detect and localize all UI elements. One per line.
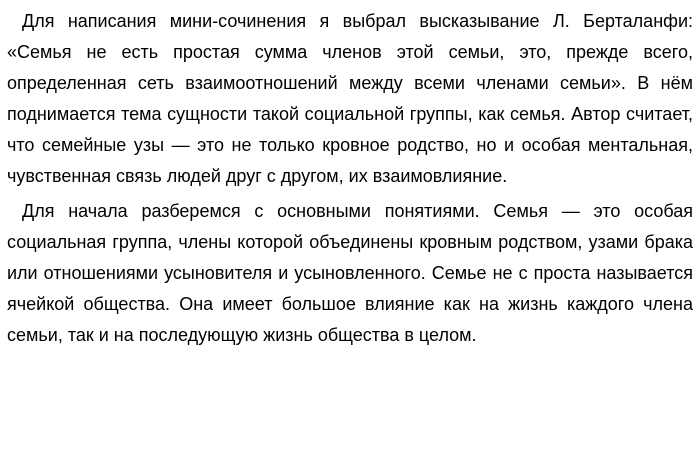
- paragraph-intro: Для написания мини-сочинения я выбрал высказывание Л. Берталанфи: «Семья не есть простая сумма членов этой семьи, это, прежде всего, определенная сеть взаимоотношений между всеми членами семьи». В нём поднимается тема сущности такой социальной группы, как семья. Автор считает, что семейные узы — это не только кровное родство, но и особая ментальная, чувственная связь людей друг с другом, их взаимовлияние.: [7, 11, 693, 186]
- paragraph-definitions: Для начала разберемся с основными понятиями. Семья — это особая социальная группа, члены которой объединены кровным родством, узами брака или отношениями усыновителя и усыновленного. Семье не с проста называется ячейкой общества. Она имеет большое влияние как на жизнь каждого члена семьи, так и на последующую жизнь общества в целом.: [7, 201, 693, 345]
